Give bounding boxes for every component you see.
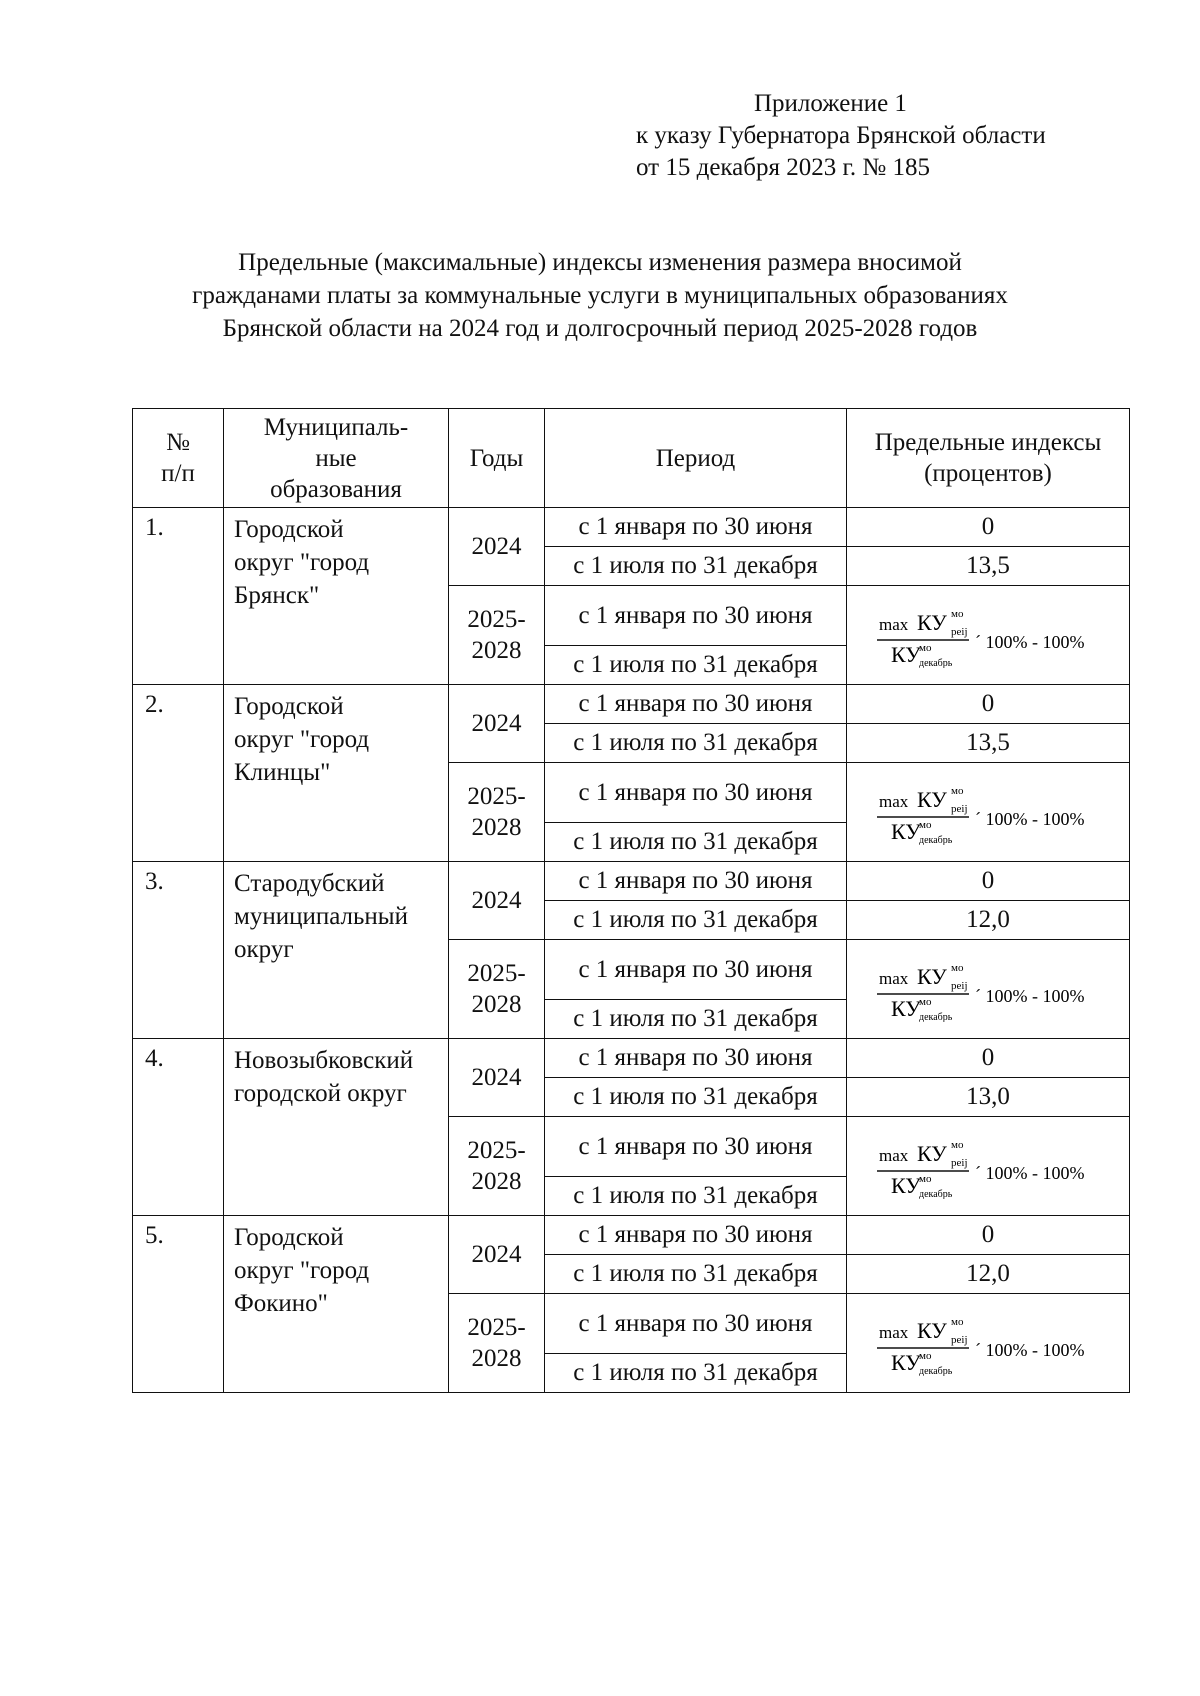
index-value-2024-h1: 0 [847,1039,1130,1078]
formula-max: max [879,792,909,811]
index-formula-cell [847,586,1130,685]
year-2024: 2024 [449,862,545,940]
years-2025-2028 [449,763,545,862]
header-number [133,409,224,508]
years-range-end: 2028 [471,1345,522,1372]
formula-ku-top: КУ [917,964,947,989]
municipality-line1: Городской [234,693,344,720]
formula-tail: ´ 100% - 100% [975,632,1085,652]
municipality-line2: округ "город [234,1257,370,1284]
period-second-half: с 1 июля по 31 декабря [545,646,847,685]
indices-table [132,408,1130,1393]
formula-mo-top: мо [951,1139,964,1151]
index-value-2024-h1: 0 [847,508,1130,547]
municipality-name [224,1039,449,1216]
period-first-half: с 1 января по 30 июня [545,586,847,646]
formula-mo-bottom: мо [919,1350,932,1362]
years-range-start: 2025- [467,960,526,987]
years-2025-2028 [449,1117,545,1216]
formula-rej: реij [951,980,968,992]
index-value-2024-h2: 13,5 [847,724,1130,763]
formula-mo-bottom: мо [919,642,932,654]
years-2025-2028 [449,940,545,1039]
header-period: Период [545,409,847,508]
index-value-2024-h1: 0 [847,862,1130,901]
formula-ku-bottom: КУ [891,819,921,844]
municipality-line1: Новозыбковский [234,1047,414,1074]
formula-dec: декабрь [919,1012,953,1022]
index-value-2024-h1: 0 [847,1216,1130,1255]
years-2025-2028 [449,586,545,685]
period-second-half: с 1 июля по 31 декабря [545,1000,847,1039]
municipality-line1: Городской [234,1224,344,1251]
row-number: 3. [133,862,224,1039]
municipality-name [224,685,449,862]
years-range-end: 2028 [471,991,522,1018]
municipality-name [224,1216,449,1393]
formula-ku-bottom: КУ [891,996,921,1021]
formula-max: max [879,615,909,634]
years-range-start: 2025- [467,606,526,633]
header-years: Годы [449,409,545,508]
years-range-end: 2028 [471,637,522,664]
formula-ku-top: КУ [917,610,947,635]
formula-ku-top: КУ [917,787,947,812]
year-2024: 2024 [449,685,545,763]
row-number: 1. [133,508,224,685]
period-second-half: с 1 июля по 31 декабря [545,1354,847,1393]
period-second-half: с 1 июля по 31 декабря [545,901,847,940]
municipality-line3: округ [234,936,294,963]
formula-mo-bottom: мо [919,1173,932,1185]
header-municipality-line2: ные [315,444,357,472]
period-second-half: с 1 июля по 31 декабря [545,823,847,862]
limit-index-formula [871,602,1101,668]
decree-date-number: от 15 декабря 2023 г. № 185 [636,154,931,181]
appendix-label: Приложение 1 [754,90,907,117]
formula-rej: реij [951,803,968,815]
municipality-name [224,508,449,685]
formula-tail: ´ 100% - 100% [975,986,1085,1006]
municipality-line3: Фокино" [234,1290,328,1317]
formula-ku-top: КУ [917,1318,947,1343]
table-header-row [133,409,1130,508]
period-first-half: с 1 января по 30 июня [545,862,847,901]
year-2024: 2024 [449,1039,545,1117]
formula-tail: ´ 100% - 100% [975,1340,1085,1360]
index-value-2024-h2: 12,0 [847,901,1130,940]
period-first-half: с 1 января по 30 июня [545,1117,847,1177]
formula-dec: декабрь [919,658,953,668]
formula-ku-bottom: КУ [891,1173,921,1198]
table-row [133,1216,1130,1255]
formula-max: max [879,1323,909,1342]
municipality-line2: округ "город [234,549,370,576]
municipality-line3: Брянск" [234,582,320,609]
header-municipality-line3: образования [270,475,402,503]
period-second-half: с 1 июля по 31 декабря [545,724,847,763]
years-2025-2028 [449,1294,545,1393]
formula-mo-bottom: мо [919,819,932,831]
row-number: 2. [133,685,224,862]
formula-max: max [879,1146,909,1165]
municipality-line2: городской округ [234,1080,407,1107]
formula-tail: ´ 100% - 100% [975,809,1085,829]
header-index-line2: (процентов) [924,460,1052,487]
table-row [133,1039,1130,1078]
header-municipality [224,409,449,508]
limit-index-formula [871,779,1101,845]
period-second-half: с 1 июля по 31 декабря [545,547,847,586]
municipality-name [224,862,449,1039]
formula-mo-top: мо [951,1316,964,1328]
limit-index-formula [871,1310,1101,1376]
title-line-1: Предельные (максимальные) индексы изменения размера вносимой [238,249,962,276]
formula-mo-top: мо [951,785,964,797]
header-municipality-line1: Муниципаль- [263,413,409,441]
table-row [133,685,1130,724]
formula-rej: реij [951,1334,968,1346]
formula-dec: декабрь [919,1366,953,1376]
municipality-line2: округ "город [234,726,370,753]
period-first-half: с 1 января по 30 июня [545,1216,847,1255]
year-2024: 2024 [449,508,545,586]
formula-tail: ´ 100% - 100% [975,1163,1085,1183]
formula-mo-bottom: мо [919,996,932,1008]
years-range-start: 2025- [467,783,526,810]
formula-dec: декабрь [919,835,953,845]
municipality-line2: муниципальный [234,903,408,930]
formula-mo-top: мо [951,962,964,974]
years-range-end: 2028 [471,1168,522,1195]
index-formula-cell [847,1117,1130,1216]
period-second-half: с 1 июля по 31 декабря [545,1177,847,1216]
index-formula-cell [847,763,1130,862]
formula-rej: реij [951,1157,968,1169]
period-second-half: с 1 июля по 31 декабря [545,1078,847,1117]
index-value-2024-h1: 0 [847,685,1130,724]
year-2024: 2024 [449,1216,545,1294]
title-line-2: гражданами платы за коммунальные услуги в муниципальных образованиях [192,282,1008,309]
appendix-header [636,88,1046,184]
header-number-symbol: № [166,429,190,456]
table-row [133,508,1130,547]
formula-dec: декабрь [919,1189,953,1199]
formula-mo-top: мо [951,608,964,620]
period-first-half: с 1 января по 30 июня [545,508,847,547]
index-formula-cell [847,1294,1130,1393]
header-number-label: п/п [161,460,195,487]
period-first-half: с 1 января по 30 июня [545,685,847,724]
formula-max: max [879,969,909,988]
years-range-end: 2028 [471,814,522,841]
document-title [100,246,1100,345]
formula-ku-bottom: КУ [891,1350,921,1375]
formula-ku-bottom: КУ [891,642,921,667]
formula-rej: реij [951,626,968,638]
period-first-half: с 1 января по 30 июня [545,940,847,1000]
index-value-2024-h2: 12,0 [847,1255,1130,1294]
municipality-line1: Городской [234,516,344,543]
index-formula-cell [847,940,1130,1039]
title-line-3: Брянской области на 2024 год и долгосрочный период 2025-2028 годов [222,315,978,342]
header-index [847,409,1130,508]
header-index-line1: Предельные индексы [874,429,1102,456]
years-range-start: 2025- [467,1314,526,1341]
index-value-2024-h2: 13,5 [847,547,1130,586]
table-row [133,862,1130,901]
municipality-line1: Стародубский [234,870,385,897]
period-first-half: с 1 января по 30 июня [545,1039,847,1078]
row-number: 4. [133,1039,224,1216]
municipality-line3: Клинцы" [234,759,331,786]
years-range-start: 2025- [467,1137,526,1164]
decree-reference: к указу Губернатора Брянской области [636,122,1046,149]
table-body [133,508,1130,1393]
period-first-half: с 1 января по 30 июня [545,763,847,823]
formula-ku-top: КУ [917,1141,947,1166]
period-first-half: с 1 января по 30 июня [545,1294,847,1354]
limit-index-formula [871,1133,1101,1199]
period-second-half: с 1 июля по 31 декабря [545,1255,847,1294]
limit-index-formula [871,956,1101,1022]
index-value-2024-h2: 13,0 [847,1078,1130,1117]
row-number: 5. [133,1216,224,1393]
